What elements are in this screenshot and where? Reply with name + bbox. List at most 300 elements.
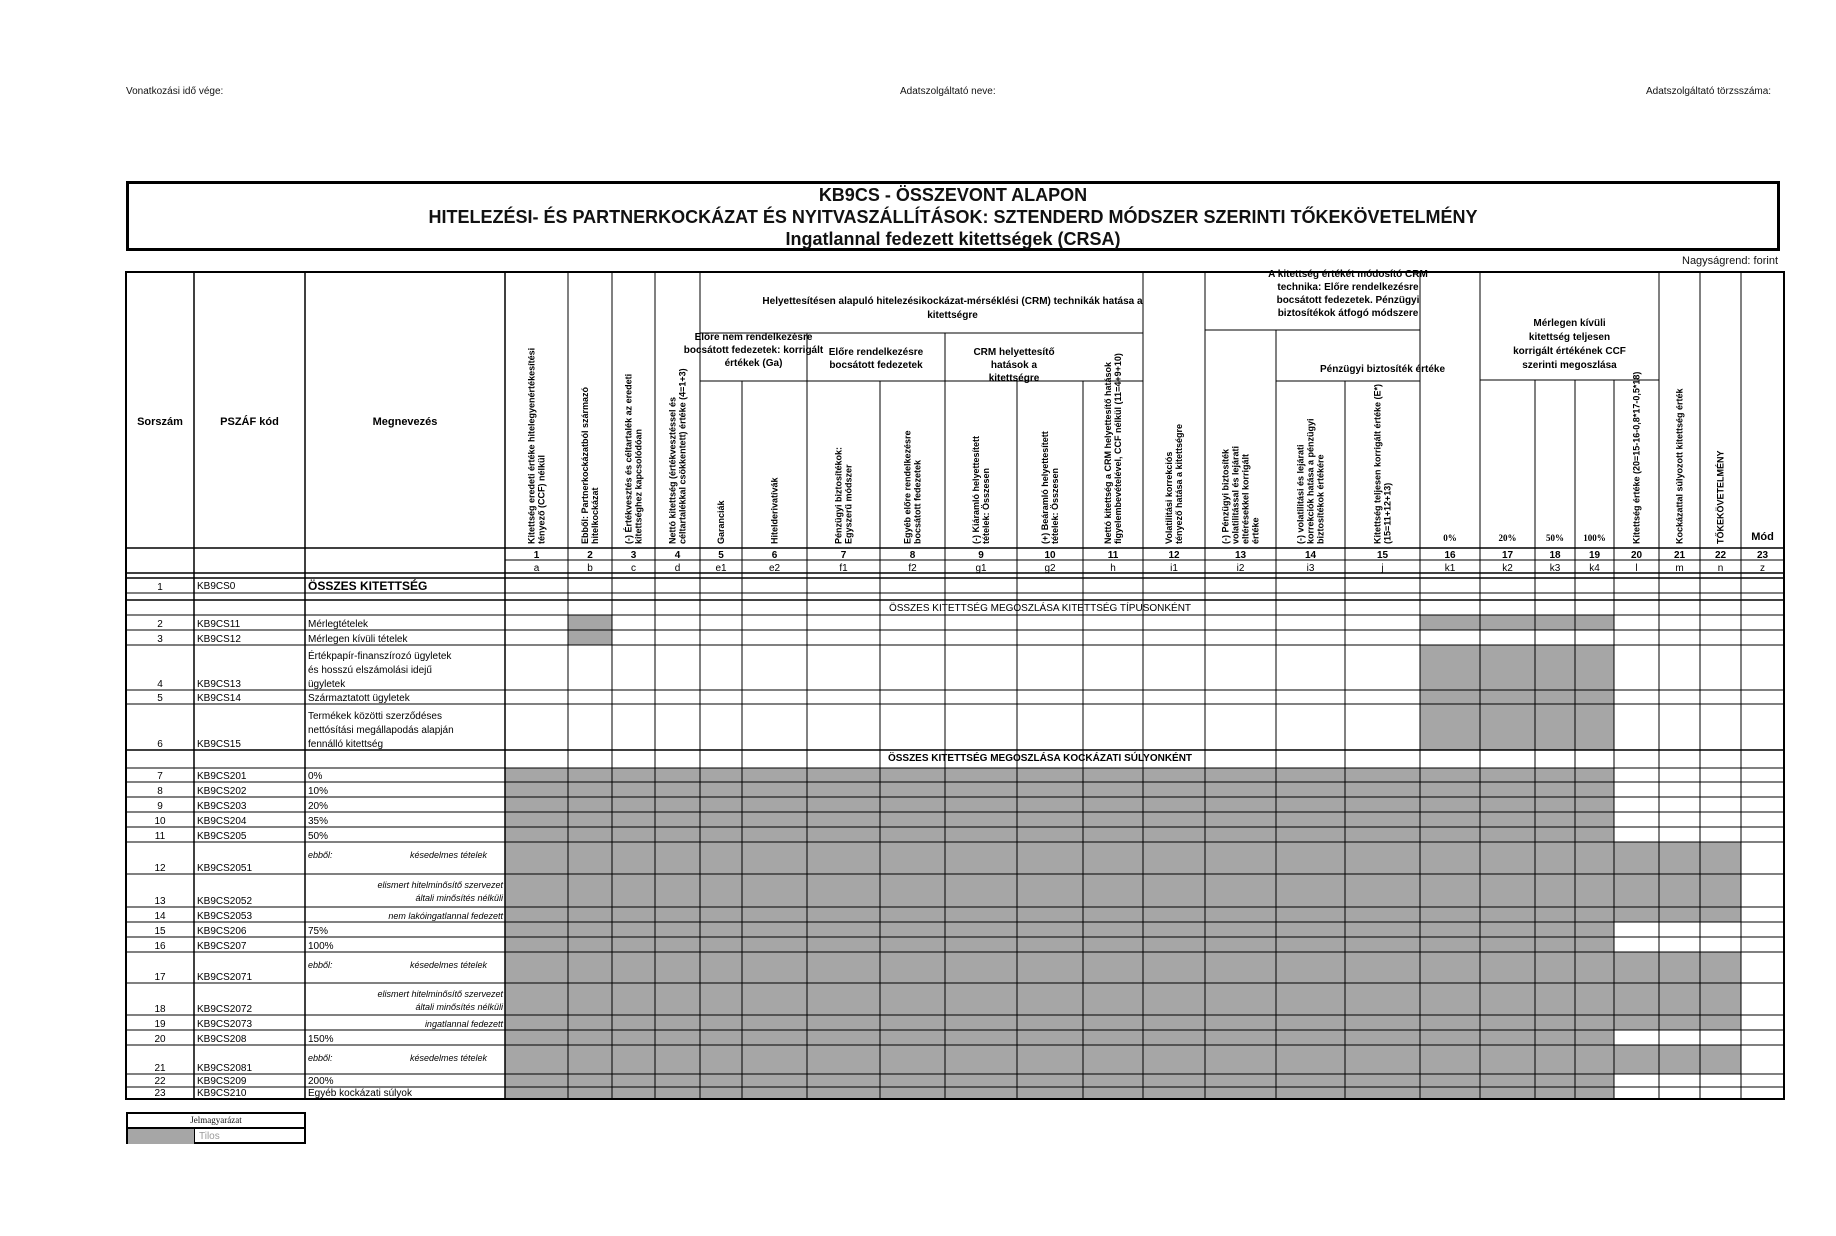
forbidden-cell <box>1017 1074 1083 1087</box>
col-number: 18 <box>1549 550 1561 561</box>
forbidden-cell <box>612 812 655 827</box>
forbidden-cell <box>1575 782 1614 797</box>
ccf-header: 50% <box>1546 533 1564 543</box>
forbidden-cell <box>1276 907 1345 922</box>
row-code: KB9CS2053 <box>197 911 253 922</box>
forbidden-cell <box>1017 922 1083 937</box>
forbidden-cell <box>1345 827 1420 842</box>
forbidden-cell <box>742 1015 807 1030</box>
forbidden-cell <box>1017 907 1083 922</box>
forbidden-cell <box>1480 768 1535 782</box>
col-header-vertical: tényező hatása a kitettségre <box>1174 423 1184 544</box>
col-header-vertical: Nettó kitettség (értékvesztéssel és <box>667 396 678 544</box>
forbidden-cell <box>1480 874 1535 907</box>
forbidden-cell <box>1083 812 1143 827</box>
forbidden-cell <box>742 842 807 874</box>
row-number: 15 <box>154 926 166 937</box>
forbidden-cell <box>1575 615 1614 630</box>
col-number: 14 <box>1304 550 1317 561</box>
forbidden-cell <box>945 983 1017 1015</box>
forbidden-cell <box>1480 937 1535 952</box>
col-letter: z <box>1760 563 1765 574</box>
forbidden-cell <box>742 983 807 1015</box>
forbidden-cell <box>700 983 742 1015</box>
forbidden-cell <box>1614 952 1659 983</box>
forbidden-cell <box>505 937 568 952</box>
col-letter: a <box>533 563 540 574</box>
row-name: ebből: <box>308 850 333 860</box>
forbidden-cell <box>1017 1015 1083 1030</box>
forbidden-cell <box>807 1074 880 1087</box>
forbidden-cell <box>655 842 700 874</box>
forbidden-cell <box>568 630 612 645</box>
forbidden-cell <box>1480 952 1535 983</box>
group-header-crm-subst: kitettségre <box>988 373 1040 384</box>
forbidden-cell <box>742 1087 807 1099</box>
forbidden-cell <box>1345 983 1420 1015</box>
row-code: KB9CS2072 <box>197 1004 253 1015</box>
col-letter: e2 <box>768 563 781 574</box>
forbidden-cell <box>1535 937 1575 952</box>
forbidden-cell <box>1276 1045 1345 1074</box>
row-number: 10 <box>154 816 166 827</box>
forbidden-cell <box>945 842 1017 874</box>
col-letter: g2 <box>1044 563 1056 574</box>
forbidden-cell <box>700 874 742 907</box>
forbidden-cell <box>1143 842 1205 874</box>
forbidden-cell <box>505 812 568 827</box>
col-header-vertical: Pénzügyi biztosítékok: <box>833 446 844 544</box>
forbidden-cell <box>1575 704 1614 750</box>
col-header-vertical: (15=11+12+13) <box>1382 482 1393 544</box>
forbidden-cell <box>880 874 945 907</box>
forbidden-cell <box>1345 1074 1420 1087</box>
forbidden-cell <box>945 1030 1017 1045</box>
forbidden-cell <box>568 1074 612 1087</box>
col-header-vertical: (+) Beáramló helyettesített <box>1040 431 1050 544</box>
forbidden-cell <box>742 1030 807 1045</box>
col-header-vertical: eltérésekkel korrigált <box>1240 453 1251 544</box>
forbidden-cell <box>1083 797 1143 812</box>
forbidden-cell <box>1143 937 1205 952</box>
forbidden-cell <box>700 827 742 842</box>
row-code: KB9CS205 <box>197 831 247 842</box>
forbidden-cell <box>612 1030 655 1045</box>
forbidden-cell <box>1276 1015 1345 1030</box>
forbidden-cell <box>1276 1074 1345 1087</box>
forbidden-cell <box>505 782 568 797</box>
forbidden-cell <box>700 907 742 922</box>
forbidden-cell <box>1700 1045 1741 1074</box>
forbidden-cell <box>655 797 700 812</box>
forbidden-cell <box>1143 983 1205 1015</box>
forbidden-cell <box>700 1074 742 1087</box>
forbidden-cell <box>1575 690 1614 704</box>
row-name: ebből: <box>308 1053 333 1063</box>
forbidden-cell <box>655 1015 700 1030</box>
forbidden-cell <box>1143 1087 1205 1099</box>
row-number: 1 <box>157 582 163 593</box>
forbidden-cell <box>1017 937 1083 952</box>
col-header-vertical: korrekciók hatása a pénzügyi <box>1305 418 1316 544</box>
forbidden-cell <box>1083 937 1143 952</box>
forbidden-cell <box>1575 907 1614 922</box>
forbidden-cell <box>568 983 612 1015</box>
forbidden-cell <box>1205 842 1276 874</box>
col-letter: d <box>674 563 681 574</box>
col-header-vertical: (-) Kiáramló helyettesített <box>971 435 981 544</box>
row-number: 8 <box>157 786 163 797</box>
row-code: KB9CS202 <box>197 786 247 797</box>
forbidden-cell <box>1143 1015 1205 1030</box>
forbidden-cell <box>1083 983 1143 1015</box>
forbidden-cell <box>1614 983 1659 1015</box>
forbidden-cell <box>655 812 700 827</box>
forbidden-cell <box>1700 842 1741 874</box>
forbidden-cell <box>655 782 700 797</box>
forbidden-cell <box>655 1087 700 1099</box>
forbidden-cell <box>807 983 880 1015</box>
forbidden-cell <box>1535 827 1575 842</box>
forbidden-cell <box>1205 952 1276 983</box>
forbidden-cell <box>1420 983 1480 1015</box>
col-letter: i3 <box>1306 563 1315 574</box>
group-header-unfunded: értékek (Ga) <box>724 358 783 369</box>
forbidden-cell <box>945 937 1017 952</box>
forbidden-cell <box>568 797 612 812</box>
col-letter: m <box>1675 563 1684 574</box>
col-number: 9 <box>978 550 984 561</box>
forbidden-cell <box>1143 1074 1205 1087</box>
col-number: 15 <box>1376 550 1389 561</box>
col-letter: c <box>631 563 636 574</box>
forbidden-cell <box>945 952 1017 983</box>
forbidden-cell <box>742 1045 807 1074</box>
forbidden-cell <box>880 1087 945 1099</box>
forbidden-cell <box>1659 983 1700 1015</box>
forbidden-cell <box>700 1030 742 1045</box>
forbidden-cell <box>880 782 945 797</box>
forbidden-cell <box>505 1015 568 1030</box>
forbidden-cell <box>655 952 700 983</box>
forbidden-cell <box>880 907 945 922</box>
forbidden-cell <box>1083 827 1143 842</box>
forbidden-cell <box>1205 1087 1276 1099</box>
forbidden-cell <box>1276 952 1345 983</box>
provider-name-label: Adatszolgáltató neve: <box>900 86 996 97</box>
row-code: KB9CS2071 <box>197 972 253 983</box>
col-header-vertical: Egyszerű módszer <box>843 464 854 544</box>
forbidden-cell <box>1420 782 1480 797</box>
col-number: 22 <box>1714 550 1727 561</box>
forbidden-cell <box>1420 1087 1480 1099</box>
forbidden-cell <box>612 952 655 983</box>
forbidden-cell <box>568 907 612 922</box>
col-number: 4 <box>674 550 681 561</box>
col-header-vertical: tételek: Összesen <box>981 467 991 544</box>
forbidden-cell <box>1083 1030 1143 1045</box>
col-header-vertical: céltartalékkal csökkentett) értéke (4=1+3) <box>677 368 688 544</box>
row-code: KB9CS2081 <box>197 1063 253 1074</box>
forbidden-cell <box>1143 827 1205 842</box>
forbidden-cell <box>807 952 880 983</box>
forbidden-cell <box>612 874 655 907</box>
forbidden-cell <box>742 782 807 797</box>
group-header-offbal: korrigált értékének CCF <box>1513 346 1626 357</box>
forbidden-cell <box>1535 874 1575 907</box>
forbidden-cell <box>655 1030 700 1045</box>
forbidden-cell <box>612 1045 655 1074</box>
forbidden-cell <box>1575 1045 1614 1074</box>
forbidden-cell <box>1420 615 1480 630</box>
forbidden-cell <box>1575 874 1614 907</box>
forbidden-cell <box>568 1030 612 1045</box>
group-header-crm-mod: A kitettség értékét módosító CRM <box>1268 269 1428 280</box>
period-end-label: Vonatkozási idő vége: <box>126 86 224 97</box>
forbidden-cell <box>655 1074 700 1087</box>
forbidden-cell <box>1143 1045 1205 1074</box>
forbidden-cell <box>880 842 945 874</box>
forbidden-cell <box>1420 704 1480 750</box>
forbidden-cell <box>1276 922 1345 937</box>
forbidden-cell <box>568 782 612 797</box>
col-number: 13 <box>1234 550 1247 561</box>
forbidden-cell <box>1575 797 1614 812</box>
forbidden-cell <box>1205 812 1276 827</box>
legend-title: Jelmagyarázat <box>128 1114 304 1129</box>
forbidden-cell <box>1614 1045 1659 1074</box>
forbidden-cell <box>1205 907 1276 922</box>
forbidden-cell <box>505 922 568 937</box>
col-header-vertical: Kitettség eredeti értéke hitelegyenértékesítési <box>526 347 537 544</box>
row-name: nem lakóingatlannal fedezett <box>388 911 503 921</box>
col-header-vertical: biztosítékok értékére <box>1315 454 1326 544</box>
row-number: 18 <box>154 1004 166 1015</box>
col-header-sorszam: Sorszám <box>137 416 183 428</box>
row-name: ebből: <box>308 960 333 970</box>
forbidden-cell <box>807 782 880 797</box>
forbidden-cell <box>700 812 742 827</box>
forbidden-cell <box>505 952 568 983</box>
col-number: 23 <box>1756 550 1769 561</box>
forbidden-cell <box>568 952 612 983</box>
group-header-unfunded: bocsátott fedezetek: korrigált <box>683 345 824 356</box>
row-code: KB9CS203 <box>197 801 247 812</box>
forbidden-cell <box>1700 952 1741 983</box>
row-code: KB9CS0 <box>197 581 236 592</box>
forbidden-cell <box>1017 1087 1083 1099</box>
forbidden-cell <box>700 797 742 812</box>
forbidden-cell <box>1535 922 1575 937</box>
forbidden-cell <box>1420 1074 1480 1087</box>
row-name: 150% <box>308 1034 334 1045</box>
forbidden-cell <box>1480 1015 1535 1030</box>
forbidden-cell <box>1480 615 1535 630</box>
forbidden-cell <box>1083 768 1143 782</box>
forbidden-cell <box>505 1074 568 1087</box>
forbidden-cell <box>1276 797 1345 812</box>
col-number: 11 <box>1107 550 1119 561</box>
forbidden-cell <box>505 842 568 874</box>
forbidden-cell <box>1614 842 1659 874</box>
forbidden-cell <box>568 1015 612 1030</box>
report-title-line1: KB9CS - ÖSSZEVONT ALAPON <box>818 185 1088 205</box>
forbidden-cell <box>1017 1030 1083 1045</box>
forbidden-cell <box>568 768 612 782</box>
forbidden-cell <box>945 812 1017 827</box>
col-number: 7 <box>840 550 847 561</box>
forbidden-cell <box>700 1087 742 1099</box>
forbidden-cell <box>505 1030 568 1045</box>
forbidden-cell <box>1345 922 1420 937</box>
forbidden-cell <box>568 922 612 937</box>
forbidden-cell <box>1205 768 1276 782</box>
row-number: 16 <box>154 941 166 952</box>
forbidden-cell <box>1017 782 1083 797</box>
forbidden-cell <box>612 1015 655 1030</box>
row-code: KB9CS208 <box>197 1034 247 1045</box>
row-name: elismert hitelminősítő szervezet <box>377 880 503 890</box>
forbidden-cell <box>568 874 612 907</box>
forbidden-cell <box>1535 782 1575 797</box>
forbidden-cell <box>945 1074 1017 1087</box>
col-number: 10 <box>1044 550 1056 561</box>
col-letter: b <box>587 563 593 574</box>
forbidden-cell <box>655 1045 700 1074</box>
forbidden-cell <box>1205 1030 1276 1045</box>
forbidden-cell <box>505 874 568 907</box>
forbidden-cell <box>1700 983 1741 1015</box>
row-name: ÖSSZES KITETTSÉG <box>308 579 428 593</box>
forbidden-cell <box>742 937 807 952</box>
col-letter: i2 <box>1236 563 1245 574</box>
col-header-vertical: figyelembevételével, CCF nélkül (11=4+9+10) <box>1113 353 1123 544</box>
forbidden-cell <box>1205 874 1276 907</box>
forbidden-cell <box>568 812 612 827</box>
forbidden-cell <box>568 615 612 630</box>
row-number: 22 <box>154 1076 166 1087</box>
forbidden-cell <box>1205 782 1276 797</box>
forbidden-cell <box>742 874 807 907</box>
forbidden-cell <box>1420 1045 1480 1074</box>
row-code: KB9CS12 <box>197 634 241 645</box>
forbidden-cell <box>1575 1015 1614 1030</box>
legend-forbidden-label: Tilos <box>199 1131 220 1142</box>
forbidden-cell <box>1083 1045 1143 1074</box>
forbidden-cell <box>1535 907 1575 922</box>
forbidden-cell <box>505 983 568 1015</box>
col-header-mod: Mód <box>1751 531 1774 543</box>
row-number: 6 <box>157 739 163 750</box>
forbidden-cell <box>1659 1015 1700 1030</box>
col-letter: h <box>1110 563 1116 574</box>
col-header-vertical: Ebből: Partnerkockázatból származó <box>580 386 590 544</box>
forbidden-cell <box>742 1074 807 1087</box>
forbidden-cell <box>612 768 655 782</box>
forbidden-cell <box>1083 1087 1143 1099</box>
forbidden-cell <box>807 937 880 952</box>
forbidden-cell <box>1535 645 1575 690</box>
row-number: 5 <box>157 693 163 704</box>
forbidden-cell <box>1420 922 1480 937</box>
group-header-crm-subst: hatások a <box>990 360 1038 371</box>
forbidden-cell <box>945 874 1017 907</box>
row-number: 12 <box>154 863 166 874</box>
group-header-offbal: szerinti megoszlása <box>1522 360 1617 371</box>
row-name: és hosszú elszámolási idejű <box>308 665 432 676</box>
forbidden-cell <box>1420 1030 1480 1045</box>
report-title-line2: HITELEZÉSI- ÉS PARTNERKOCKÁZAT ÉS NYITVASZÁLLÍTÁSOK: SZTENDERD MÓDSZER SZERINTI TŐKEKÖVETELMÉNY <box>428 207 1478 227</box>
forbidden-cell <box>742 768 807 782</box>
forbidden-cell <box>807 922 880 937</box>
forbidden-cell <box>612 922 655 937</box>
row-name: elismert hitelminősítő szervezet <box>377 989 503 999</box>
forbidden-cell <box>1420 768 1480 782</box>
forbidden-cell <box>1420 1015 1480 1030</box>
forbidden-cell <box>807 907 880 922</box>
forbidden-cell <box>1480 922 1535 937</box>
col-number: 16 <box>1444 550 1456 561</box>
forbidden-cell <box>1276 983 1345 1015</box>
col-number: 6 <box>771 550 778 561</box>
forbidden-cell <box>700 842 742 874</box>
row-code: KB9CS13 <box>197 679 241 690</box>
forbidden-cell <box>1659 1045 1700 1074</box>
forbidden-cell <box>1420 690 1480 704</box>
forbidden-cell <box>505 1087 568 1099</box>
col-header-vertical: Egyéb előre rendelkezésre <box>902 430 913 544</box>
row-name: 0% <box>308 771 323 782</box>
forbidden-cell <box>945 1015 1017 1030</box>
row-number: 7 <box>157 771 163 782</box>
forbidden-cell <box>505 768 568 782</box>
group-header-crm-mod: biztosítékok átfogó módszere <box>1277 308 1419 319</box>
ccf-header: 100% <box>1583 533 1606 543</box>
forbidden-cell <box>1535 1015 1575 1030</box>
forbidden-cell <box>1345 782 1420 797</box>
forbidden-cell <box>945 797 1017 812</box>
forbidden-cell <box>807 768 880 782</box>
forbidden-cell <box>1420 797 1480 812</box>
group-header-crm-mod: bocsátott fedezetek. Pénzügyi <box>1276 295 1420 306</box>
col-header-vertical: tételek: Összesen <box>1050 467 1060 544</box>
row-code: KB9CS14 <box>197 693 241 704</box>
col-header-vertical: hitelkockázat <box>590 487 600 544</box>
col-header-vertical: Volatilitási korrekciós <box>1164 451 1174 544</box>
row-name: késedelmes tételek <box>409 960 487 970</box>
forbidden-cell <box>1345 768 1420 782</box>
forbidden-cell <box>1205 1074 1276 1087</box>
forbidden-cell <box>1535 1087 1575 1099</box>
row-code: KB9CS2051 <box>197 863 253 874</box>
forbidden-cell <box>945 1045 1017 1074</box>
row-name: késedelmes tételek <box>409 1053 487 1063</box>
col-number: 2 <box>587 550 593 561</box>
forbidden-cell <box>807 812 880 827</box>
forbidden-cell <box>1575 1030 1614 1045</box>
forbidden-cell <box>1700 907 1741 922</box>
forbidden-cell <box>1083 922 1143 937</box>
group-header-unfunded: Előre nem rendelkezésre <box>694 332 813 343</box>
forbidden-cell <box>1276 827 1345 842</box>
forbidden-cell <box>1659 907 1700 922</box>
row-number: 21 <box>154 1063 166 1074</box>
forbidden-cell <box>1276 937 1345 952</box>
col-header-vertical: TŐKEKÖVETELMÉNY <box>1715 450 1726 544</box>
forbidden-cell <box>1205 797 1276 812</box>
row-name: Termékek közötti szerződéses <box>308 711 442 722</box>
forbidden-cell <box>655 922 700 937</box>
